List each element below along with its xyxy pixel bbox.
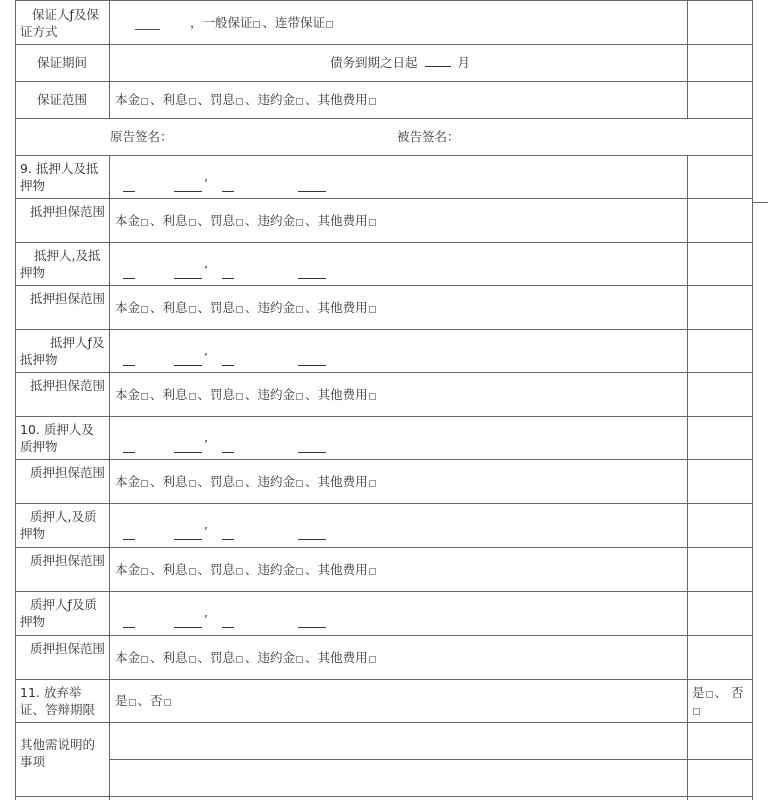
pledgor-2-label: 质押人,及质押物 [20, 509, 97, 541]
rule [109, 759, 752, 760]
checkbox-icon[interactable] [706, 691, 713, 698]
checkbox-icon[interactable] [236, 219, 243, 226]
blank-line [222, 357, 234, 366]
checkbox-icon[interactable] [296, 480, 303, 487]
mortgage-scope-label: 抵押担保范围 [30, 378, 106, 393]
blank-line [298, 270, 326, 279]
scope-option-label: 、利息 [150, 92, 188, 107]
scope-option-label: 本金 [115, 650, 141, 665]
checkbox-icon[interactable] [296, 656, 303, 663]
scope-option-label: 本金 [115, 92, 141, 107]
scope-option-label: 、其他费用 [305, 300, 368, 315]
scope-option-label: 、其他费用 [305, 562, 368, 577]
plaintiff-signature-label: 原告签名： [110, 129, 173, 144]
checkbox-icon[interactable] [189, 219, 196, 226]
blank-line [123, 531, 135, 540]
blank-line [298, 619, 326, 628]
scope-option-label: 、罚息 [197, 300, 236, 315]
pledge-scope-options[interactable] [115, 561, 378, 578]
scope-option-label: 本金 [115, 474, 141, 489]
guarantor-label: 保证人ƒ及保证方式 [20, 7, 99, 39]
scope-option-label: 、其他费用 [305, 474, 368, 489]
scope-option-label: 、罚息 [197, 650, 236, 665]
scope-option-label: 、其他费用 [305, 92, 368, 107]
waiver-label: 11. 放弃举证、答辩期限 [20, 685, 96, 717]
scope-option-label: 、罚息 [197, 213, 236, 228]
checkbox-icon[interactable] [369, 306, 376, 313]
scope-option-label: 本金 [115, 562, 141, 577]
pledgor-3-label: 质押人ƒ及质押物 [20, 597, 97, 629]
checkbox-icon[interactable] [141, 306, 148, 313]
guarantor-value[interactable] [135, 14, 335, 31]
checkbox-icon[interactable] [189, 568, 196, 575]
rule [15, 416, 752, 417]
checkbox-icon[interactable] [236, 568, 243, 575]
quote-mark: ’ [204, 351, 208, 365]
rule [15, 722, 752, 723]
pledge-scope-options[interactable] [115, 473, 378, 490]
scope-option-label: 、利息 [150, 474, 188, 489]
checkbox-icon[interactable] [189, 393, 196, 400]
yes-label: 是 [115, 693, 128, 708]
blank-line [174, 444, 202, 453]
rule [15, 372, 752, 373]
general-guarantee-label: ，一般保证 [189, 15, 253, 30]
defendant-signature-label: 被告签名： [397, 129, 460, 144]
blank-line [123, 183, 135, 192]
blank-line [222, 183, 234, 192]
checkbox-icon[interactable] [141, 568, 148, 575]
checkbox-icon[interactable] [369, 219, 376, 226]
guarantee-period-value[interactable] [330, 54, 470, 71]
rule [687, 155, 688, 800]
checkbox-icon[interactable] [693, 708, 700, 715]
blank-line [123, 270, 135, 279]
no-label: 、否 [137, 693, 163, 708]
blank-line [298, 183, 326, 192]
checkbox-icon[interactable] [189, 306, 196, 313]
checkbox-icon[interactable] [141, 480, 148, 487]
rule [15, 0, 752, 1]
checkbox-icon[interactable] [296, 568, 303, 575]
scope-option-label: 、利息 [150, 300, 188, 315]
rule [15, 503, 752, 504]
mortgage-scope-label: 抵押担保范围 [30, 204, 106, 219]
pledge-scope-label: 质押担保范围 [30, 465, 106, 480]
quote-mark: ’ [204, 177, 208, 191]
blank-line [174, 357, 202, 366]
checkbox-icon[interactable] [369, 393, 376, 400]
blank-line [123, 619, 135, 628]
mortgage-scope-options[interactable] [115, 212, 378, 229]
blank-line [222, 270, 234, 279]
checkbox-icon[interactable] [296, 219, 303, 226]
blank-line [174, 619, 202, 628]
scope-option-label: 、违约金 [245, 213, 296, 228]
scope-option-label: 、违约金 [245, 300, 296, 315]
blank-line [174, 531, 202, 540]
blank-line [425, 58, 451, 67]
blank-line [298, 357, 326, 366]
blank-line [222, 531, 234, 540]
yes-label: 是 [692, 685, 705, 700]
scope-option-label: 本金 [115, 300, 141, 315]
pledge-scope-label: 质押担保范围 [30, 553, 106, 568]
rule [15, 459, 752, 460]
checkbox-icon[interactable] [236, 306, 243, 313]
rule [15, 198, 752, 199]
rule [752, 202, 768, 203]
mortgage-scope-label: 抵押担保范围 [30, 291, 106, 306]
scope-option-label: 、罚息 [197, 387, 236, 402]
blank-line [222, 444, 234, 453]
checkbox-icon[interactable] [236, 656, 243, 663]
scope-option-label: 、违约金 [245, 92, 296, 107]
rule [15, 44, 752, 45]
blank-line [123, 357, 135, 366]
waiver-options[interactable] [115, 692, 173, 709]
blank-line [298, 531, 326, 540]
blank-line [174, 183, 202, 192]
quote-mark: ’ [204, 264, 208, 278]
checkbox-icon[interactable] [236, 393, 243, 400]
rule [15, 591, 752, 592]
rule [15, 796, 752, 797]
checkbox-icon[interactable] [296, 306, 303, 313]
rule [15, 242, 752, 243]
checkbox-icon[interactable] [369, 98, 376, 105]
mortgage-scope-options[interactable] [115, 299, 378, 316]
guarantee-scope-options[interactable] [115, 91, 378, 108]
rule [15, 547, 752, 548]
checkbox-icon[interactable] [189, 98, 196, 105]
checkbox-icon[interactable] [296, 98, 303, 105]
mortgage-scope-options[interactable] [115, 386, 378, 403]
scope-option-label: 、违约金 [245, 650, 296, 665]
checkbox-icon[interactable] [296, 393, 303, 400]
checkbox-icon[interactable] [369, 480, 376, 487]
checkbox-icon[interactable] [164, 699, 171, 706]
checkbox-icon[interactable] [141, 98, 148, 105]
checkbox-icon[interactable] [189, 656, 196, 663]
quote-mark: ’ [204, 438, 208, 452]
checkbox-icon[interactable] [326, 21, 333, 28]
scope-option-label: 本金 [115, 213, 141, 228]
scope-option-label: 、罚息 [197, 92, 236, 107]
checkbox-icon[interactable] [189, 480, 196, 487]
waiver-right-options[interactable] [692, 684, 750, 718]
scope-option-label: 、其他费用 [305, 213, 368, 228]
quote-mark: ’ [204, 613, 208, 627]
checkbox-icon[interactable] [369, 656, 376, 663]
scope-option-label: 、利息 [150, 213, 188, 228]
scope-option-label: 、违约金 [245, 562, 296, 577]
checkbox-icon[interactable] [236, 98, 243, 105]
scope-option-label: 、利息 [150, 387, 188, 402]
joint-guarantee-label: 、连带保证 [262, 15, 325, 30]
pledge-scope-options[interactable] [115, 649, 378, 666]
scope-option-label: 、罚息 [197, 562, 236, 577]
period-text: 债务到期之日起 [330, 55, 418, 70]
mortgagor-2-label: 抵押人,及抵押物 [20, 248, 101, 280]
blank-line [298, 444, 326, 453]
rule [15, 0, 16, 800]
rule [15, 635, 752, 636]
checkbox-icon[interactable] [369, 568, 376, 575]
pledge-section-label: 10. 质押人及质押物 [20, 422, 94, 454]
scope-option-label: 、违约金 [245, 474, 296, 489]
checkbox-icon[interactable] [253, 21, 260, 28]
rule [687, 0, 688, 118]
guarantee-scope-label: 保证范围 [37, 92, 88, 107]
rule [109, 0, 110, 118]
no-label: 、 否 [714, 685, 744, 700]
scope-option-label: 、利息 [150, 650, 188, 665]
checkbox-icon[interactable] [236, 480, 243, 487]
guarantee-period-label: 保证期间 [37, 55, 88, 70]
pledge-scope-label: 质押担保范围 [30, 641, 106, 656]
other-matters-label: 其他需说明的事项 [20, 737, 96, 769]
mortgagor-3-label: 抵押人ƒ及抵押物 [20, 335, 105, 367]
scope-option-label: 、利息 [150, 562, 188, 577]
quote-mark: ’ [204, 525, 208, 539]
rule [109, 155, 110, 800]
rule [752, 0, 753, 800]
rule [15, 285, 752, 286]
checkbox-icon[interactable] [141, 219, 148, 226]
rule [15, 329, 752, 330]
guarantor-blank: ____ [135, 15, 160, 30]
checkbox-icon[interactable] [141, 656, 148, 663]
rule [15, 81, 752, 82]
mortgage-section-label: 9. 抵押人及抵押物 [20, 161, 99, 193]
scope-option-label: 、其他费用 [305, 650, 368, 665]
period-unit: 月 [457, 55, 470, 70]
rule [15, 679, 752, 680]
blank-line [174, 270, 202, 279]
checkbox-icon[interactable] [129, 699, 136, 706]
rule [15, 155, 752, 156]
blank-line [222, 619, 234, 628]
scope-option-label: 、违约金 [245, 387, 296, 402]
blank-line [123, 444, 135, 453]
rule [15, 118, 752, 119]
scope-option-label: 、罚息 [197, 474, 236, 489]
scope-option-label: 、其他费用 [305, 387, 368, 402]
checkbox-icon[interactable] [141, 393, 148, 400]
scope-option-label: 本金 [115, 387, 141, 402]
